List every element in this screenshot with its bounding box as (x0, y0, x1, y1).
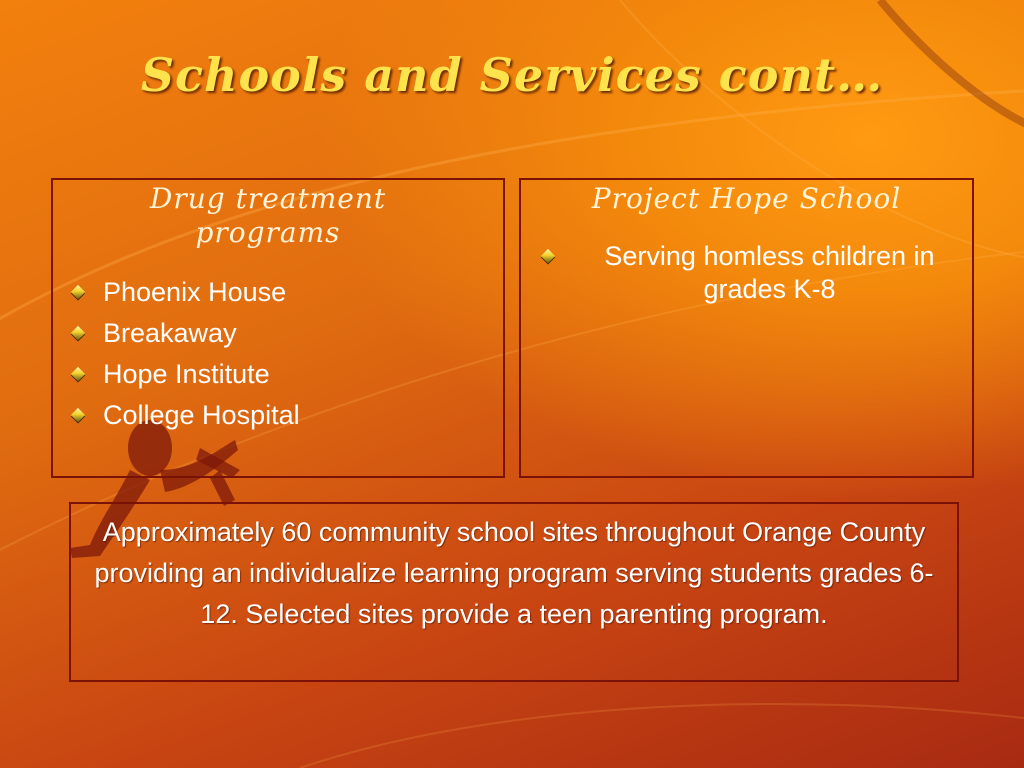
diamond-bullet-icon (541, 249, 555, 263)
diamond-bullet-icon (71, 285, 85, 299)
list-item (69, 272, 503, 313)
drug-treatment-heading: Drug treatment programs (149, 182, 387, 249)
list-item-label: Serving homless children in grades K-8 (604, 241, 935, 304)
community-schools-text: Approximately 60 community school sites throughout Orange County providing an individualize learning program serving students grades 6-12. Selected sites provide a teen parenting program. (94, 517, 934, 629)
list-item-label: College Hospital (103, 400, 300, 430)
project-hope-list (521, 240, 972, 306)
drug-treatment-box (51, 178, 505, 478)
project-hope-box (519, 178, 974, 478)
community-schools-box (69, 502, 959, 682)
list-item (539, 240, 972, 306)
list-item (69, 395, 503, 436)
diamond-bullet-icon (71, 408, 85, 422)
list-item-label: Breakaway (103, 318, 237, 348)
list-item-label: Hope Institute (103, 359, 270, 389)
list-item (69, 313, 503, 354)
drug-treatment-list (53, 272, 503, 436)
slide-title: Schools and Services cont… (140, 48, 884, 102)
diamond-bullet-icon (71, 326, 85, 340)
list-item (69, 354, 503, 395)
project-hope-heading: Project Hope School (591, 182, 902, 215)
list-item-label: Phoenix House (103, 277, 287, 307)
diamond-bullet-icon (71, 367, 85, 381)
